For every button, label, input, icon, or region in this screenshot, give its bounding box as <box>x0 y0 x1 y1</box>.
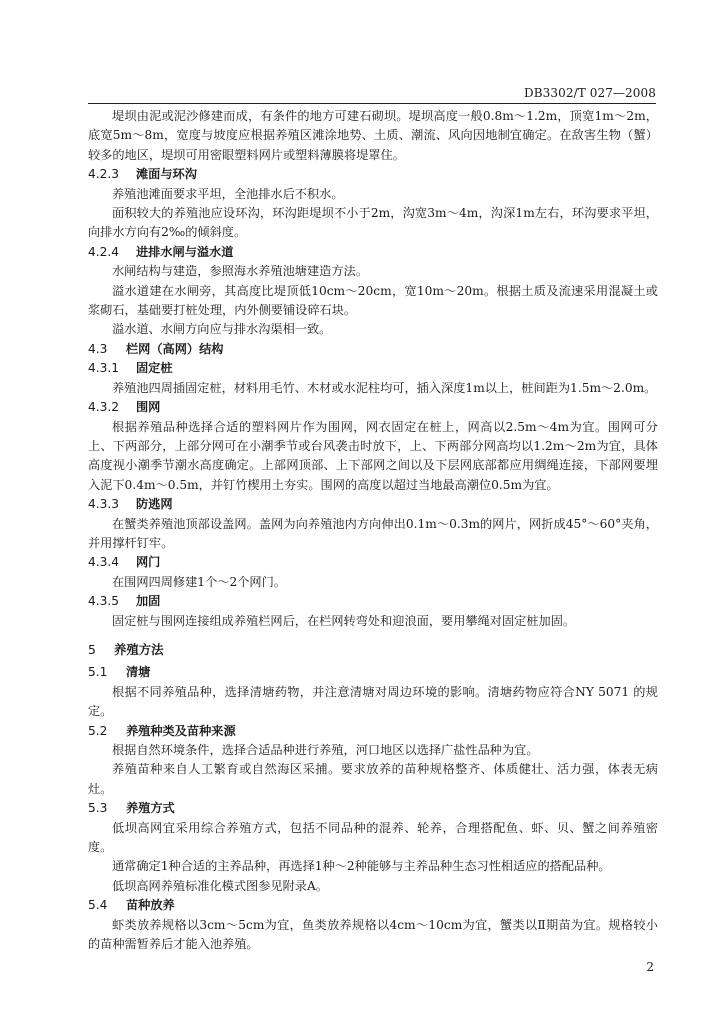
section-number: 5.1 <box>88 665 108 680</box>
section-number: 5.3 <box>88 801 108 816</box>
section-title: 围网 <box>136 400 161 415</box>
paragraph: 养殖苗种来自人工繁育或自然海区采捕。要求放养的苗种规格整齐、体质健壮、活力强，体表无病灶。 <box>88 762 658 796</box>
subsection-heading <box>88 398 658 417</box>
paragraph: 溢水道建在水闸旁，其高度比堤顶低10cm～20cm，宽10m～20m。根据土质及流速采用混凝土或浆砌石，基础要打桩处理，内外侧要铺设碎石块。 <box>88 283 658 318</box>
document-body <box>88 107 658 954</box>
paragraph: 根据不同养殖品种，选择清塘药物，并注意清塘对周边环境的影响。清塘药物应符合NY 5071 的规定。 <box>88 684 658 719</box>
subsection-heading <box>88 165 658 184</box>
subsection-heading <box>88 495 658 514</box>
section-heading <box>88 640 658 659</box>
section-number: 5.2 <box>88 723 108 738</box>
subsection-heading <box>88 896 658 915</box>
section-number: 4.3.2 <box>88 400 120 415</box>
paragraph: 低坝高网养殖标准化模式图参见附录A。 <box>112 878 328 893</box>
section-number: 4.2.3 <box>88 167 120 182</box>
paragraph: 养殖池四周插固定桩，材料用毛竹、木材或水泥柱均可，插入深度1m以上，桩间距为1.5m～2.0m。 <box>112 380 657 395</box>
page-number: 2 <box>646 960 654 974</box>
section-number: 5 <box>88 641 96 657</box>
paragraph: 根据养殖品种选择合适的塑料网片作为围网，网衣固定在桩上，网高以2.5m～4m为宜。围网可分上、下两部分，上部分网可在小潮季节或台风袭击时放下，上、下两部分网高均以1.2m～2m为宜，具体高度视小潮季节潮水高度确定。上部网顶部、上下部网之间以及下层网底部都应用绸绳连接，下部网要埋入泥下0.4m～0.5m，并钉竹楔用土夯实。围网的高度以超过当地最高潮位0.5m为宜。 <box>88 419 658 492</box>
subsection-heading <box>88 243 658 262</box>
section-title: 养殖方法 <box>114 641 164 657</box>
section-title: 清塘 <box>126 665 151 680</box>
subsection-heading <box>88 340 658 359</box>
subsection-heading <box>88 663 658 682</box>
section-title: 滩面与环沟 <box>136 167 197 182</box>
section-number: 4.3.5 <box>88 594 120 609</box>
header-rule <box>88 103 656 104</box>
section-title: 固定桩 <box>136 361 173 376</box>
section-number: 4.3.3 <box>88 497 120 512</box>
section-title: 养殖方式 <box>126 801 175 816</box>
paragraph: 溢水道、水闸方向应与排水沟渠相一致。 <box>112 322 332 337</box>
section-number: 4.3 <box>88 341 108 356</box>
subsection-heading <box>88 553 658 572</box>
section-title: 加固 <box>136 594 161 609</box>
paragraph: 堤坝由泥或泥沙修建而成，有条件的地方可建石砌坝。堤坝高度一般0.8m～1.2m，顶宽1m～2m，底宽5m～8m，宽度与坡度应根据养殖区滩涂地势、土质、潮流、风向因地制宜确定。在敌害生物（蟹）较多的地区，堤坝可用密眼塑料网片或塑料薄膜将堤罩住。 <box>88 109 658 162</box>
section-title: 苗种放养 <box>126 898 175 913</box>
section-number: 4.3.4 <box>88 555 120 570</box>
section-title: 进排水闸与溢水道 <box>136 244 234 259</box>
paragraph: 固定桩与围网连接组成养殖栏网后，在栏网转弯处和迎浪面，要用攀绳对固定桩加固。 <box>112 613 576 628</box>
section-title: 防逃网 <box>136 497 173 512</box>
paragraph: 低坝高网宜采用综合养殖方式，包括不同品种的混养、轮养，合理搭配鱼、虾、贝、蟹之间养殖密度。 <box>88 820 658 855</box>
paragraph: 在蟹类养殖池顶部设盖网。盖网为向养殖池内方向伸出0.1m～0.3m的网片，网折成45°～60°夹角，并用撑杆钉牢。 <box>88 516 658 550</box>
paragraph: 根据自然环境条件，选择合适品种进行养殖，河口地区以选择广盐性品种为宜。 <box>112 743 539 757</box>
section-number: 4.3.1 <box>88 361 120 376</box>
paragraph: 通常确定1种合适的主养品种，再选择1种～2种能够与主养品种生态习性相适应的搭配品种。 <box>112 859 611 874</box>
paragraph: 虾类放养规格以3cm～5cm为宜，鱼类放养规格以4cm～10cm为宜，蟹类以Ⅱ期苗为宜。规格较小的苗种需暂养后才能入池养殖。 <box>88 917 658 952</box>
subsection-heading <box>88 592 658 611</box>
subsection-heading <box>88 359 658 378</box>
section-title: 网门 <box>136 555 161 570</box>
paragraph: 养殖池滩面要求平坦，全池排水后不积水。 <box>112 186 344 201</box>
section-number: 5.4 <box>88 898 108 913</box>
paragraph: 水闸结构与建造，参照海水养殖池塘建造方法。 <box>112 264 368 279</box>
subsection-heading <box>88 799 658 818</box>
subsection-heading <box>88 722 658 741</box>
section-title: 养殖种类及苗种来源 <box>126 723 236 738</box>
section-number: 4.2.4 <box>88 244 120 259</box>
paragraph: 面积较大的养殖池应设环沟，环沟距堤坝不小于2m，沟宽3m～4m，沟深1m左右，环沟要求平坦，向排水方向有2‰的倾斜度。 <box>88 206 658 240</box>
section-title: 栏网（高网）结构 <box>126 341 224 356</box>
document-code: DB3302/T 027—2008 <box>524 86 656 100</box>
paragraph: 在围网四周修建1个～2个网门。 <box>112 574 286 589</box>
